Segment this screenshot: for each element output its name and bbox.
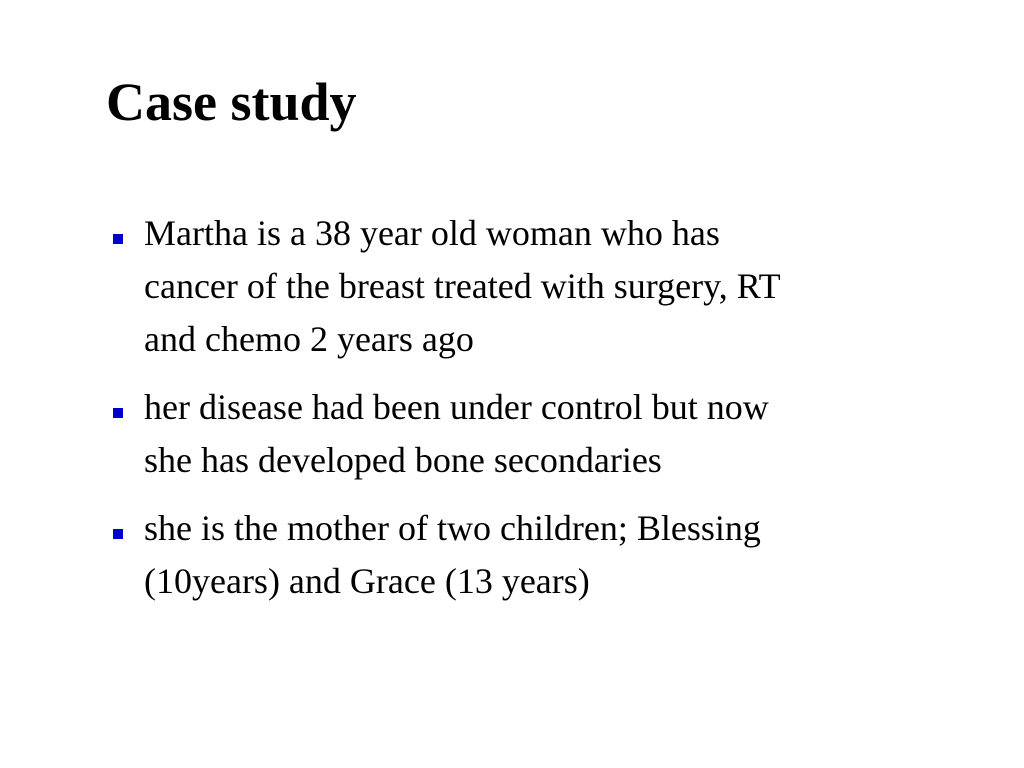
bullet-text: she is the mother of two children; Blessing (10years) and Grace (13 years) <box>144 508 761 601</box>
bullet-list <box>106 207 806 623</box>
slide-title: Case study <box>106 72 357 132</box>
bullet-item <box>106 207 806 366</box>
square-bullet-icon <box>113 234 123 244</box>
bullet-item <box>106 502 806 608</box>
bullet-text: her disease had been under control but now she has developed bone secondaries <box>144 387 769 480</box>
square-bullet-icon <box>113 529 123 539</box>
bullet-text: Martha is a 38 year old woman who has cancer of the breast treated with surgery, RT and chemo 2 years ago <box>144 213 780 359</box>
bullet-item <box>106 381 806 487</box>
square-bullet-icon <box>113 408 123 418</box>
